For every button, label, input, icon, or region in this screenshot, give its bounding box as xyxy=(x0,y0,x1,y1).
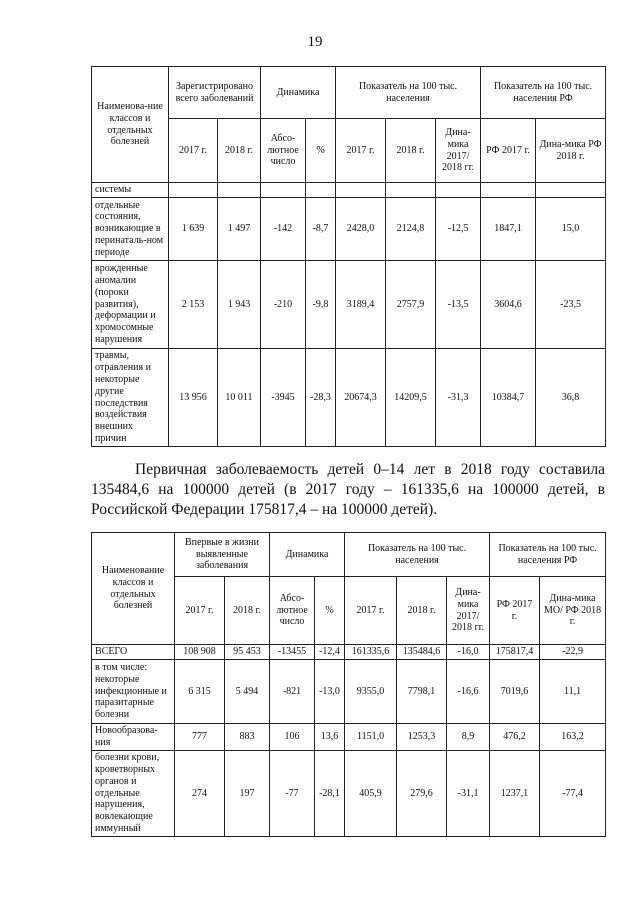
cell: -16,6 xyxy=(447,660,490,724)
cell: -210 xyxy=(261,261,306,349)
cell: -13,0 xyxy=(315,660,345,724)
header-dynamics: Динамика xyxy=(270,533,345,577)
table-row xyxy=(92,645,606,660)
cell: 197 xyxy=(225,751,270,837)
header-disease-class: Наименование классов и отдельных болезней xyxy=(92,533,175,645)
cell: 106 xyxy=(270,724,315,751)
table-row xyxy=(92,751,606,837)
header-disease-class: Наименова-ние классов и отдельных болезней xyxy=(92,67,169,183)
table-row xyxy=(92,261,606,349)
primary-morbidity-paragraph: Первичная заболеваемость детей 0–14 лет в 2018 году составила 135484,6 на 100000 детей (в 2017 году – 161335,6 на 100000 детей, в Российской Федерации 175817,4 – на 100000 детей). xyxy=(91,461,605,519)
subheader: Абсо-лютное число xyxy=(261,119,306,183)
cell: 161335,6 xyxy=(345,645,397,660)
row-label: ВСЕГО xyxy=(92,645,175,660)
cell: 1253,3 xyxy=(397,724,447,751)
cell: -77,4 xyxy=(540,751,606,837)
subheader: % xyxy=(306,119,336,183)
row-label: Новообразова-ния xyxy=(92,724,175,751)
subheader: % xyxy=(315,577,345,645)
cell xyxy=(536,183,606,198)
cell: 2124,8 xyxy=(386,198,436,261)
cell xyxy=(336,183,386,198)
page-number: 19 xyxy=(307,34,323,50)
subheader: 2017 г. xyxy=(345,577,397,645)
cell: 1847,1 xyxy=(481,198,536,261)
cell: 20674,3 xyxy=(336,349,386,447)
cell: -13455 xyxy=(270,645,315,660)
row-label: системы xyxy=(92,183,169,198)
cell: 9355,0 xyxy=(345,660,397,724)
row-label: в том числе: некоторые инфекционные и паразитарные болезни xyxy=(92,660,175,724)
header-registered: Зарегистрировано всего заболеваний xyxy=(169,67,261,119)
table-row xyxy=(92,724,606,751)
cell: -31,3 xyxy=(436,349,481,447)
cell: 95 453 xyxy=(225,645,270,660)
cell: 11,1 xyxy=(540,660,606,724)
cell xyxy=(306,183,336,198)
row-label: отдельные состояния, возникающие в перинаталь-ном периоде xyxy=(92,198,169,261)
cell: 175817,4 xyxy=(490,645,540,660)
cell: 3189,4 xyxy=(336,261,386,349)
cell: 274 xyxy=(175,751,225,837)
cell: -12,5 xyxy=(436,198,481,261)
header-dynamics: Динамика xyxy=(261,67,336,119)
cell: 10384,7 xyxy=(481,349,536,447)
cell: -3945 xyxy=(261,349,306,447)
subheader: 2017 г. xyxy=(169,119,218,183)
cell: -8,7 xyxy=(306,198,336,261)
subheader: 2018 г. xyxy=(397,577,447,645)
table-row xyxy=(92,349,606,447)
cell: -13,5 xyxy=(436,261,481,349)
cell: 8,9 xyxy=(447,724,490,751)
cell: 14209,5 xyxy=(386,349,436,447)
cell: -12,4 xyxy=(315,645,345,660)
cell: 108 908 xyxy=(175,645,225,660)
table-row xyxy=(92,660,606,724)
row-label: болезни крови, кроветворных органов и отдельные нарушения, вовлекающие иммунный xyxy=(92,751,175,837)
cell: 2428,0 xyxy=(336,198,386,261)
subheader: 2018 г. xyxy=(218,119,261,183)
subheader: РФ 2017 г. xyxy=(490,577,540,645)
cell: 1151,0 xyxy=(345,724,397,751)
header-rate: Показатель на 100 тыс. населения xyxy=(345,533,490,577)
cell: 3604,6 xyxy=(481,261,536,349)
subheader: Дина-мика РФ 2018 г. xyxy=(536,119,606,183)
cell: 13 956 xyxy=(169,349,218,447)
subheader: Дина-мика 2017/ 2018 гг. xyxy=(447,577,490,645)
table-row xyxy=(92,198,606,261)
cell: 5 494 xyxy=(225,660,270,724)
cell: 6 315 xyxy=(175,660,225,724)
subheader: РФ 2017 г. xyxy=(481,119,536,183)
subheader: Дина-мика 2017/ 2018 гг. xyxy=(436,119,481,183)
cell: -28,3 xyxy=(306,349,336,447)
header-rf-rate: Показатель на 100 тыс. населения РФ xyxy=(490,533,606,577)
cell: 2757,9 xyxy=(386,261,436,349)
cell: 883 xyxy=(225,724,270,751)
header-rate: Показатель на 100 тыс. населения xyxy=(336,67,481,119)
table-row xyxy=(92,183,606,198)
cell: 7019,6 xyxy=(490,660,540,724)
cell xyxy=(261,183,306,198)
cell: 13,6 xyxy=(315,724,345,751)
header-first-time: Впервые в жизни выявленные заболевания xyxy=(175,533,270,577)
cell xyxy=(386,183,436,198)
cell: -22,9 xyxy=(540,645,606,660)
cell: 2 153 xyxy=(169,261,218,349)
cell: 476,2 xyxy=(490,724,540,751)
subheader: 2018 г. xyxy=(386,119,436,183)
row-label: врожденные аномалии (пороки развития), деформации и хромосомные нарушения xyxy=(92,261,169,349)
cell: -821 xyxy=(270,660,315,724)
row-label: травмы, отравления и некоторые другие последствия воздействия внешних причин xyxy=(92,349,169,447)
cell: 135484,6 xyxy=(397,645,447,660)
morbidity-table-first-time xyxy=(91,532,606,837)
cell: 10 011 xyxy=(218,349,261,447)
cell: -23,5 xyxy=(536,261,606,349)
cell xyxy=(169,183,218,198)
cell: -77 xyxy=(270,751,315,837)
cell: 163,2 xyxy=(540,724,606,751)
subheader: 2017 г. xyxy=(336,119,386,183)
cell: 279,6 xyxy=(397,751,447,837)
cell: 1237,1 xyxy=(490,751,540,837)
cell: 1 943 xyxy=(218,261,261,349)
cell: 36,8 xyxy=(536,349,606,447)
subheader: Дина-мика МО/ РФ 2018 г. xyxy=(540,577,606,645)
cell xyxy=(218,183,261,198)
cell xyxy=(436,183,481,198)
subheader: 2017 г. xyxy=(175,577,225,645)
cell: 777 xyxy=(175,724,225,751)
morbidity-table-registered xyxy=(91,66,606,447)
cell: -9,8 xyxy=(306,261,336,349)
subheader: 2018 г. xyxy=(225,577,270,645)
subheader: Абсо-лютное число xyxy=(270,577,315,645)
cell: 7798,1 xyxy=(397,660,447,724)
cell: 1 497 xyxy=(218,198,261,261)
cell: -28,1 xyxy=(315,751,345,837)
cell: 1 639 xyxy=(169,198,218,261)
cell: -142 xyxy=(261,198,306,261)
cell: 405,9 xyxy=(345,751,397,837)
header-rf-rate: Показатель на 100 тыс. населения РФ xyxy=(481,67,606,119)
cell: -31,1 xyxy=(447,751,490,837)
cell xyxy=(481,183,536,198)
cell: 15,0 xyxy=(536,198,606,261)
cell: -16,0 xyxy=(447,645,490,660)
